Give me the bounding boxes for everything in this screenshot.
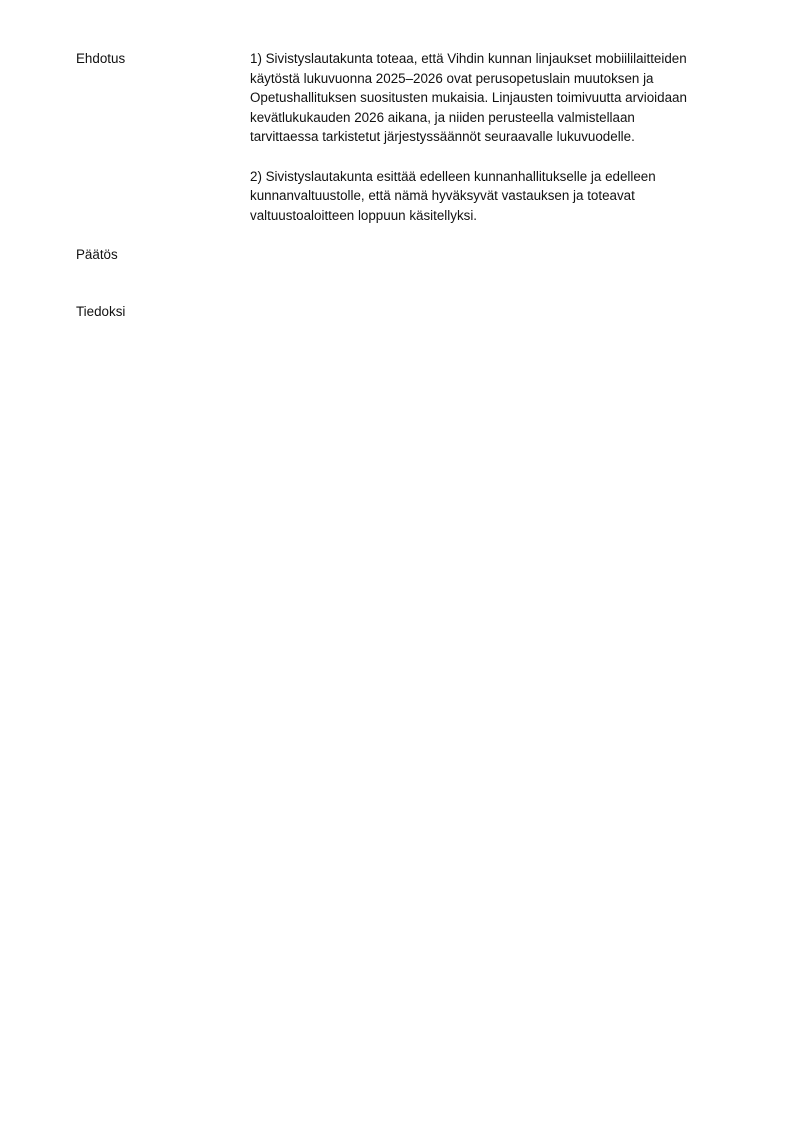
paragraph-line: tarvittaessa tarkistetut järjestyssäännöt seuraavalle lukuvuodelle. — [250, 129, 635, 145]
section-content-ehdotus — [250, 49, 750, 225]
paragraph-line: Opetushallituksen suositusten mukaisia. Linjausten toimivuutta arvioidaan — [250, 90, 687, 106]
section-label-paatos: Päätös — [76, 247, 118, 262]
paragraph-line: kunnanvaltuustolle, että nämä hyväksyvät vastauksen ja toteavat — [250, 188, 635, 204]
section-label-tiedoksi: Tiedoksi — [76, 304, 126, 319]
paragraph-line: 1) Sivistyslautakunta toteaa, että Vihdin kunnan linjaukset mobiililaitteiden — [250, 51, 687, 66]
paragraph-line: käytöstä lukuvuonna 2025–2026 ovat perusopetuslain muutoksen ja — [250, 70, 654, 86]
paragraph-line: 2) Sivistyslautakunta esittää edelleen kunnanhallitukselle ja edelleen — [250, 168, 656, 184]
paragraph-line: kevätlukukauden 2026 aikana, ja niiden perusteella valmistellaan — [250, 109, 635, 125]
paragraph-line: valtuustoaloitteen loppuun käsitellyksi. — [250, 207, 478, 223]
section-label-ehdotus: Ehdotus — [76, 51, 126, 66]
proposal-paragraph-2 — [250, 167, 750, 226]
proposal-paragraph-1 — [250, 49, 750, 147]
